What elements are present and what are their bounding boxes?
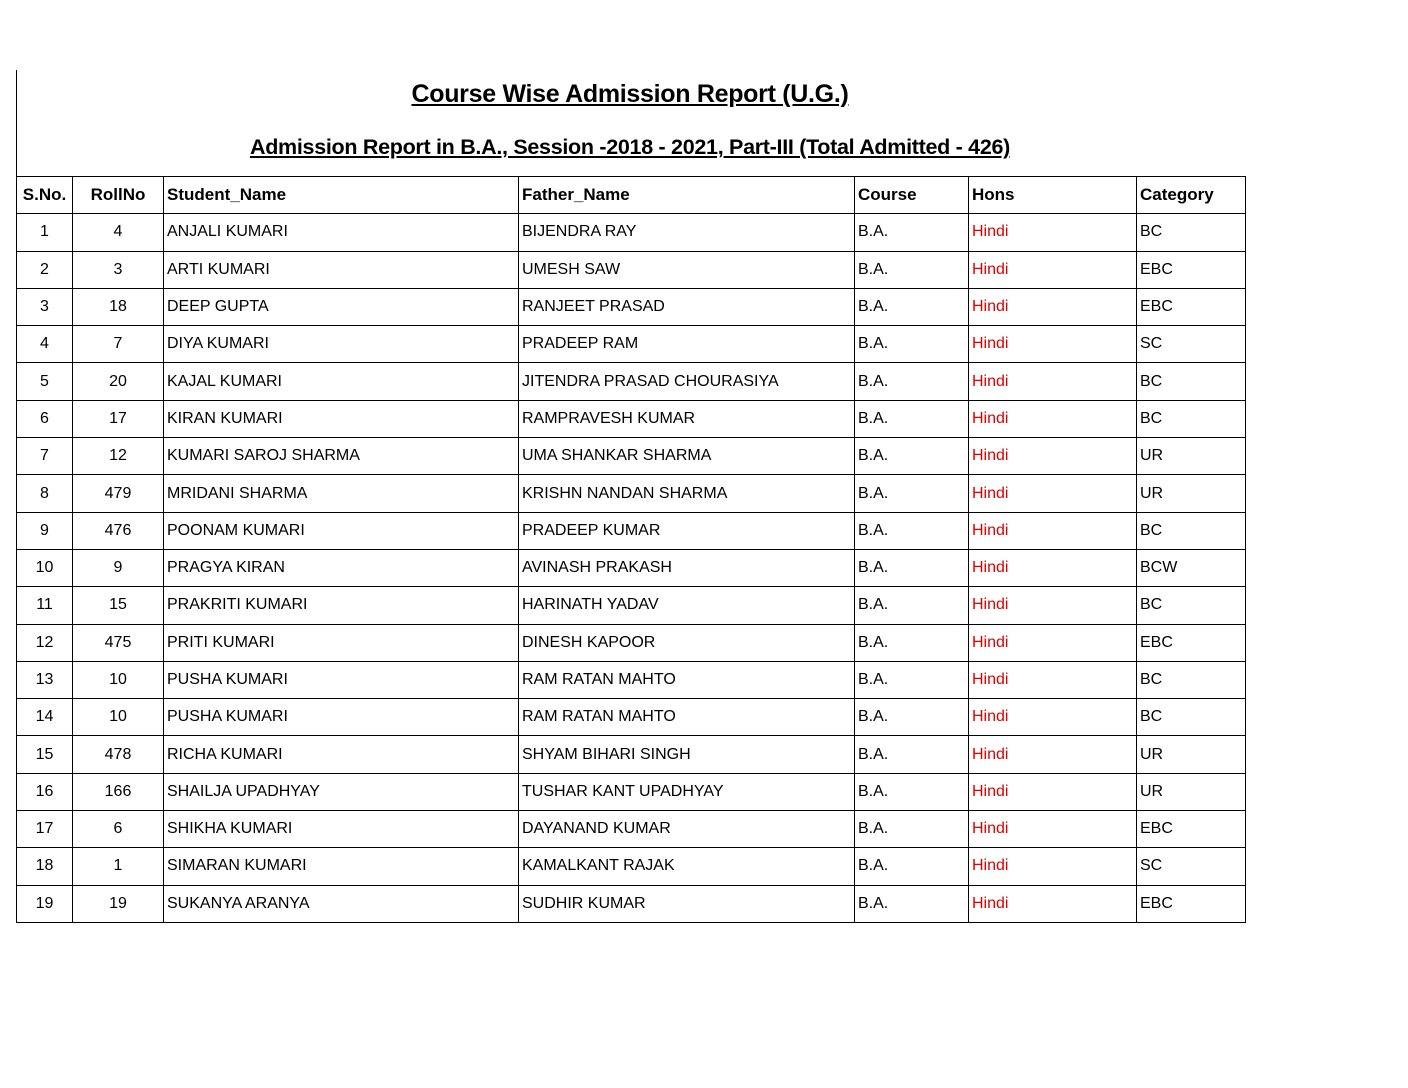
cell-course: B.A. xyxy=(855,326,969,363)
cell-student-name: ANJALI KUMARI xyxy=(164,214,519,251)
table-row xyxy=(17,661,1246,698)
cell-sno: 3 xyxy=(17,288,73,325)
cell-course: B.A. xyxy=(855,549,969,586)
cell-rollno: 19 xyxy=(73,885,164,922)
report-subtitle: Admission Report in B.A., Session -2018 - 2021, Part-III (Total Admitted - 426) xyxy=(249,135,1011,159)
cell-rollno: 20 xyxy=(73,363,164,400)
cell-category: EBC xyxy=(1137,251,1246,288)
cell-hons: Hindi xyxy=(969,699,1137,736)
table-row xyxy=(17,624,1246,661)
cell-sno: 14 xyxy=(17,699,73,736)
table-row xyxy=(17,699,1246,736)
cell-sno: 9 xyxy=(17,512,73,549)
cell-sno: 17 xyxy=(17,811,73,848)
cell-rollno: 12 xyxy=(73,438,164,475)
table-row xyxy=(17,736,1246,773)
cell-category: BC xyxy=(1137,587,1246,624)
cell-father-name: HARINATH YADAV xyxy=(519,587,855,624)
cell-category: BCW xyxy=(1137,549,1246,586)
cell-hons: Hindi xyxy=(969,438,1137,475)
cell-father-name: KAMALKANT RAJAK xyxy=(519,848,855,885)
table-row xyxy=(17,326,1246,363)
cell-sno: 15 xyxy=(17,736,73,773)
cell-student-name: ARTI KUMARI xyxy=(164,251,519,288)
header-category: Category xyxy=(1137,177,1246,214)
table-row xyxy=(17,512,1246,549)
report-title: Course Wise Admission Report (U.G.) xyxy=(411,80,849,108)
table-row xyxy=(17,214,1246,251)
cell-rollno: 479 xyxy=(73,475,164,512)
cell-student-name: MRIDANI SHARMA xyxy=(164,475,519,512)
cell-category: UR xyxy=(1137,736,1246,773)
cell-hons: Hindi xyxy=(969,512,1137,549)
cell-student-name: SHAILJA UPADHYAY xyxy=(164,773,519,810)
cell-student-name: KUMARI SAROJ SHARMA xyxy=(164,438,519,475)
cell-father-name: DINESH KAPOOR xyxy=(519,624,855,661)
cell-student-name: PUSHA KUMARI xyxy=(164,661,519,698)
cell-rollno: 6 xyxy=(73,811,164,848)
header-father-name: Father_Name xyxy=(519,177,855,214)
cell-rollno: 9 xyxy=(73,549,164,586)
cell-category: EBC xyxy=(1137,624,1246,661)
cell-father-name: AVINASH PRAKASH xyxy=(519,549,855,586)
cell-hons: Hindi xyxy=(969,624,1137,661)
cell-rollno: 10 xyxy=(73,699,164,736)
cell-hons: Hindi xyxy=(969,885,1137,922)
table-row xyxy=(17,475,1246,512)
cell-category: BC xyxy=(1137,400,1246,437)
header-course: Course xyxy=(855,177,969,214)
cell-course: B.A. xyxy=(855,587,969,624)
table-row xyxy=(17,288,1246,325)
cell-sno: 10 xyxy=(17,549,73,586)
cell-rollno: 475 xyxy=(73,624,164,661)
cell-course: B.A. xyxy=(855,848,969,885)
cell-course: B.A. xyxy=(855,438,969,475)
cell-sno: 19 xyxy=(17,885,73,922)
cell-hons: Hindi xyxy=(969,363,1137,400)
cell-sno: 13 xyxy=(17,661,73,698)
cell-hons: Hindi xyxy=(969,848,1137,885)
cell-sno: 6 xyxy=(17,400,73,437)
cell-course: B.A. xyxy=(855,661,969,698)
cell-category: BC xyxy=(1137,214,1246,251)
cell-rollno: 166 xyxy=(73,773,164,810)
cell-student-name: KIRAN KUMARI xyxy=(164,400,519,437)
cell-father-name: SHYAM BIHARI SINGH xyxy=(519,736,855,773)
cell-rollno: 17 xyxy=(73,400,164,437)
cell-category: BC xyxy=(1137,363,1246,400)
cell-student-name: SIMARAN KUMARI xyxy=(164,848,519,885)
cell-course: B.A. xyxy=(855,736,969,773)
cell-sno: 4 xyxy=(17,326,73,363)
cell-student-name: PRAGYA KIRAN xyxy=(164,549,519,586)
cell-sno: 2 xyxy=(17,251,73,288)
cell-father-name: TUSHAR KANT UPADHYAY xyxy=(519,773,855,810)
cell-student-name: PUSHA KUMARI xyxy=(164,699,519,736)
cell-hons: Hindi xyxy=(969,288,1137,325)
cell-father-name: SUDHIR KUMAR xyxy=(519,885,855,922)
cell-hons: Hindi xyxy=(969,475,1137,512)
cell-rollno: 476 xyxy=(73,512,164,549)
cell-sno: 16 xyxy=(17,773,73,810)
cell-category: SC xyxy=(1137,848,1246,885)
table-body xyxy=(17,214,1246,923)
cell-course: B.A. xyxy=(855,475,969,512)
header-rollno: RollNo xyxy=(73,177,164,214)
cell-sno: 8 xyxy=(17,475,73,512)
admission-table xyxy=(16,176,1246,923)
cell-rollno: 10 xyxy=(73,661,164,698)
table-row xyxy=(17,587,1246,624)
cell-student-name: DEEP GUPTA xyxy=(164,288,519,325)
cell-father-name: RANJEET PRASAD xyxy=(519,288,855,325)
table-row xyxy=(17,400,1246,437)
cell-father-name: RAMPRAVESH KUMAR xyxy=(519,400,855,437)
cell-sno: 11 xyxy=(17,587,73,624)
cell-rollno: 478 xyxy=(73,736,164,773)
cell-course: B.A. xyxy=(855,699,969,736)
cell-hons: Hindi xyxy=(969,251,1137,288)
cell-course: B.A. xyxy=(855,251,969,288)
cell-rollno: 3 xyxy=(73,251,164,288)
cell-category: EBC xyxy=(1137,885,1246,922)
cell-hons: Hindi xyxy=(969,214,1137,251)
cell-student-name: SHIKHA KUMARI xyxy=(164,811,519,848)
table-row xyxy=(17,363,1246,400)
cell-course: B.A. xyxy=(855,214,969,251)
cell-hons: Hindi xyxy=(969,326,1137,363)
cell-course: B.A. xyxy=(855,400,969,437)
cell-hons: Hindi xyxy=(969,587,1137,624)
cell-hons: Hindi xyxy=(969,400,1137,437)
table-row xyxy=(17,251,1246,288)
cell-category: SC xyxy=(1137,326,1246,363)
cell-father-name: UMA SHANKAR SHARMA xyxy=(519,438,855,475)
cell-father-name: JITENDRA PRASAD CHOURASIYA xyxy=(519,363,855,400)
cell-course: B.A. xyxy=(855,512,969,549)
cell-student-name: SUKANYA ARANYA xyxy=(164,885,519,922)
cell-student-name: POONAM KUMARI xyxy=(164,512,519,549)
cell-father-name: UMESH SAW xyxy=(519,251,855,288)
cell-course: B.A. xyxy=(855,363,969,400)
cell-category: UR xyxy=(1137,438,1246,475)
cell-father-name: RAM RATAN MAHTO xyxy=(519,699,855,736)
cell-rollno: 4 xyxy=(73,214,164,251)
cell-sno: 1 xyxy=(17,214,73,251)
cell-sno: 12 xyxy=(17,624,73,661)
cell-rollno: 1 xyxy=(73,848,164,885)
cell-hons: Hindi xyxy=(969,661,1137,698)
cell-student-name: KAJAL KUMARI xyxy=(164,363,519,400)
cell-rollno: 7 xyxy=(73,326,164,363)
cell-sno: 5 xyxy=(17,363,73,400)
table-row xyxy=(17,885,1246,922)
table-row xyxy=(17,773,1246,810)
cell-sno: 7 xyxy=(17,438,73,475)
table-row xyxy=(17,438,1246,475)
table-row xyxy=(17,848,1246,885)
cell-category: UR xyxy=(1137,773,1246,810)
cell-hons: Hindi xyxy=(969,773,1137,810)
cell-category: UR xyxy=(1137,475,1246,512)
cell-father-name: DAYANAND KUMAR xyxy=(519,811,855,848)
cell-rollno: 15 xyxy=(73,587,164,624)
cell-category: BC xyxy=(1137,699,1246,736)
cell-student-name: DIYA KUMARI xyxy=(164,326,519,363)
header-student-name: Student_Name xyxy=(164,177,519,214)
cell-student-name: PRAKRITI KUMARI xyxy=(164,587,519,624)
cell-hons: Hindi xyxy=(969,736,1137,773)
cell-father-name: PRADEEP RAM xyxy=(519,326,855,363)
cell-father-name: PRADEEP KUMAR xyxy=(519,512,855,549)
cell-student-name: PRITI KUMARI xyxy=(164,624,519,661)
cell-father-name: KRISHN NANDAN SHARMA xyxy=(519,475,855,512)
cell-sno: 18 xyxy=(17,848,73,885)
cell-category: EBC xyxy=(1137,288,1246,325)
cell-father-name: BIJENDRA RAY xyxy=(519,214,855,251)
cell-student-name: RICHA KUMARI xyxy=(164,736,519,773)
cell-course: B.A. xyxy=(855,885,969,922)
header-hons: Hons xyxy=(969,177,1137,214)
cell-course: B.A. xyxy=(855,624,969,661)
cell-course: B.A. xyxy=(855,811,969,848)
table-row xyxy=(17,549,1246,586)
cell-category: BC xyxy=(1137,661,1246,698)
cell-category: EBC xyxy=(1137,811,1246,848)
cell-course: B.A. xyxy=(855,288,969,325)
table-header-row xyxy=(17,177,1246,214)
cell-hons: Hindi xyxy=(969,549,1137,586)
cell-hons: Hindi xyxy=(969,811,1137,848)
cell-father-name: RAM RATAN MAHTO xyxy=(519,661,855,698)
cell-rollno: 18 xyxy=(73,288,164,325)
header-sno: S.No. xyxy=(17,177,73,214)
table-row xyxy=(17,811,1246,848)
cell-course: B.A. xyxy=(855,773,969,810)
cell-category: BC xyxy=(1137,512,1246,549)
